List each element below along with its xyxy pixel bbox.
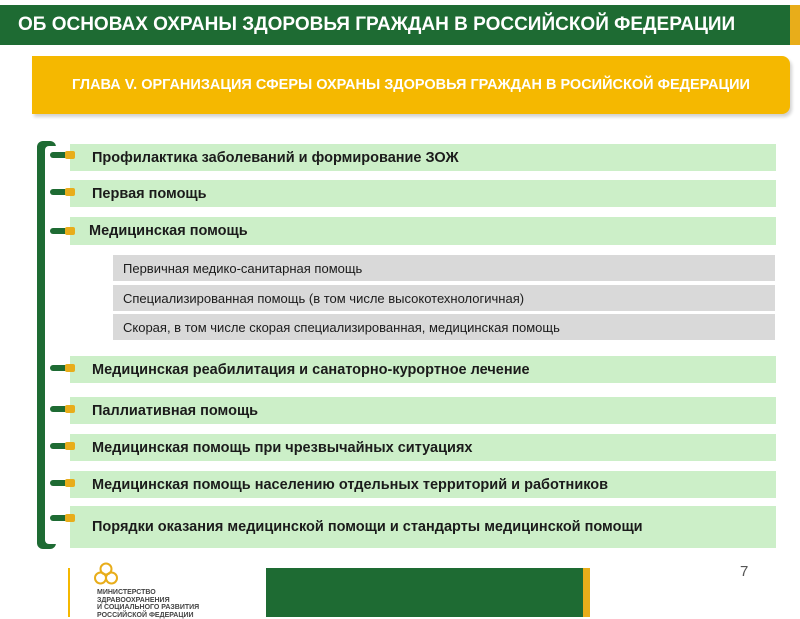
sub-item-label: Специализированная помощь (в том числе высокотехнологичная): [123, 285, 524, 311]
list-connector-cap: [65, 188, 75, 196]
list-item-standards: [70, 506, 776, 548]
list-item-first-aid: [70, 180, 776, 207]
list-item-label: Порядки оказания медицинской помощи и стандарты медицинской помощи: [92, 506, 712, 548]
list-item-label: Паллиативная помощь: [92, 397, 258, 424]
list-connector-cap: [65, 405, 75, 413]
sub-item-specialized-care: [113, 285, 775, 311]
title-bar-accent: [790, 5, 800, 45]
list-connector-cap: [65, 514, 75, 522]
footer-divider: [68, 568, 70, 617]
list-item-label: Медицинская реабилитация и санаторно-курортное лечение: [92, 356, 530, 383]
list-item-label: Медицинская помощь при чрезвычайных ситуациях: [92, 434, 472, 461]
list-item-label: Первая помощь: [92, 180, 207, 207]
sub-item-primary-care: [113, 255, 775, 281]
list-item-label: Профилактика заболеваний и формирование ЗОЖ: [92, 144, 459, 171]
ministry-logo-icon: [93, 561, 119, 587]
list-item-territories: [70, 471, 776, 498]
list-item-emergencies: [70, 434, 776, 461]
sub-item-label: Скорая, в том числе скорая специализированная, медицинская помощь: [123, 314, 560, 340]
list-connector-cap: [65, 227, 75, 235]
list-item-palliative: [70, 397, 776, 424]
chapter-title: ГЛАВА V. ОРГАНИЗАЦИЯ СФЕРЫ ОХРАНЫ ЗДОРОВЬЯ ГРАЖДАН В РОСИЙСКОЙ ФЕДЕРАЦИИ: [40, 58, 782, 112]
page-title: ОБ ОСНОВАХ ОХРАНЫ ЗДОРОВЬЯ ГРАЖДАН В РОССИЙСКОЙ ФЕДЕРАЦИИ: [18, 5, 790, 45]
list-connector-cap: [65, 151, 75, 159]
ministry-name: [97, 589, 199, 619]
list-item-label: Медицинская помощь: [89, 217, 248, 245]
sub-item-emergency-care: [113, 314, 775, 340]
list-item-label: Медицинская помощь населению отдельных территорий и работников: [92, 471, 608, 498]
list-connector-cap: [65, 442, 75, 450]
ministry-line: ЗДРАВООХРАНЕНИЯ: [97, 597, 199, 605]
list-item-medical-care: [70, 217, 776, 245]
list-item-rehabilitation: [70, 356, 776, 383]
footer-band: [266, 568, 583, 617]
footer-band-accent: [583, 568, 590, 617]
list-item-prevention: [70, 144, 776, 171]
ministry-line: МИНИСТЕРСТВО: [97, 589, 199, 597]
sub-item-label: Первичная медико-санитарная помощь: [123, 255, 362, 281]
page-number: 7: [740, 563, 748, 580]
list-connector-cap: [65, 364, 75, 372]
ministry-line: И СОЦИАЛЬНОГО РАЗВИТИЯ: [97, 604, 199, 612]
list-connector-cap: [65, 479, 75, 487]
ministry-line: РОССИЙСКОЙ ФЕДЕРАЦИИ: [97, 612, 199, 619]
